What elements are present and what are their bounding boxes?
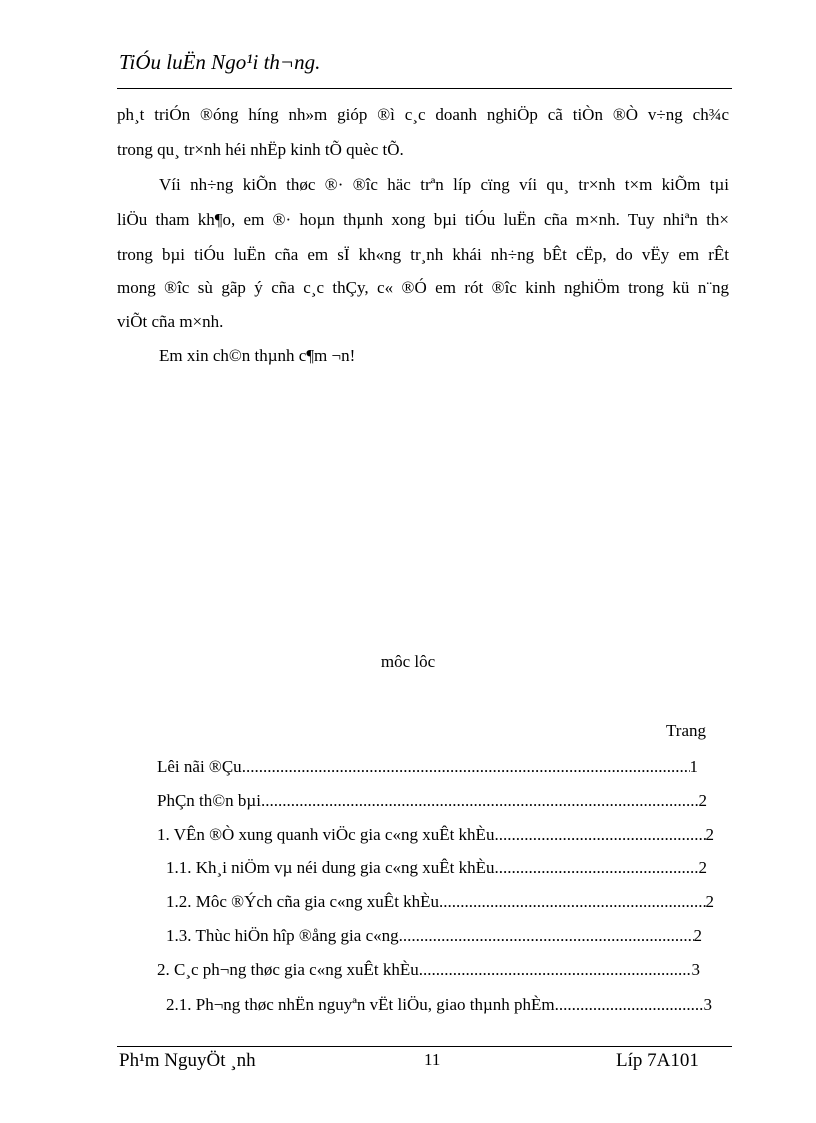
toc-title: môc lôc — [380, 652, 436, 671]
toc-entry[interactable] — [166, 926, 702, 946]
toc-leader-dots — [419, 960, 692, 980]
footer-class: Líp 7A101 — [616, 1050, 699, 1071]
toc-entry-page: 2 — [693, 926, 702, 945]
toc-entry-label: 1.3. Thùc hiÖn hîp ®ång gia c«ng — [166, 926, 399, 945]
body-line: mong ®îc sù gãp ý cña c¸c thÇy, c« ®Ó em rót ®îc kinh nghiÖm trong kü n¨ng — [117, 278, 729, 297]
toc-leader-dots — [399, 926, 694, 946]
toc-leader-dots — [242, 757, 690, 777]
toc-entry-page: 2 — [698, 791, 707, 810]
toc-entry[interactable] — [157, 791, 707, 811]
toc-entry-page: 2 — [705, 892, 714, 911]
header-title: TiÓu luËn Ngo¹i th¬ng. — [119, 50, 321, 74]
header-rule — [117, 88, 732, 89]
toc-entry[interactable] — [157, 825, 714, 845]
toc-leader-dots — [439, 892, 705, 912]
toc-leader-dots — [555, 995, 704, 1015]
toc-entry[interactable] — [166, 995, 712, 1015]
body-line: viÕt cña m×nh. — [117, 312, 224, 331]
toc-entry-label: 1.1. Kh¸i niÖm vµ néi dung gia c«ng xuÊt khÈu — [166, 858, 495, 877]
toc-entry-label: 2. C¸c ph¬ng thøc gia c«ng xuÊt khÈu — [157, 960, 419, 979]
body-line: liÖu tham kh¶o, em ®· hoµn thµnh xong bµi tiÓu luËn cña m×nh. Tuy nhiªn th× — [117, 210, 729, 229]
toc-entry-page: 2 — [705, 825, 714, 844]
toc-entry-label: Lêi nãi ®Çu — [157, 757, 242, 776]
toc-entry[interactable] — [166, 858, 707, 878]
toc-entry[interactable] — [157, 960, 700, 980]
toc-leader-dots — [261, 791, 699, 811]
toc-leader-dots — [495, 858, 699, 878]
toc-entry-label: 1. VÊn ®Ò xung quanh viÖc gia c«ng xuÊt khÈu — [157, 825, 495, 844]
toc-entry-label: PhÇn th©n bµi — [157, 791, 261, 810]
toc-page-column-label: Trang — [666, 721, 706, 740]
body-line: ph¸t triÓn ®óng híng nh»m gióp ®ì c¸c doanh nghiÖp cã tiÒn ®Ò v÷ng ch¾c — [117, 105, 729, 124]
toc-entry[interactable] — [157, 757, 698, 777]
body-line: trong bµi tiÓu luËn cña em sÏ kh«ng tr¸nh khái nh÷ng bÊt cËp, do vËy em rÊt — [117, 245, 729, 264]
toc-entry[interactable] — [166, 892, 714, 912]
toc-entry-page: 2 — [698, 858, 707, 877]
toc-entry-page: 3 — [703, 995, 712, 1014]
footer-author: Ph¹m NguyÖt ¸nh — [119, 1050, 256, 1071]
footer-rule — [117, 1046, 732, 1047]
footer-page-number: 11 — [424, 1050, 441, 1069]
body-line: Em xin ch©n thµnh c¶m ¬n! — [159, 346, 356, 365]
toc-entry-page: 3 — [691, 960, 700, 979]
toc-entry-label: 2.1. Ph¬ng thøc nhËn nguyªn vËt liÖu, giao thµnh phÈm — [166, 995, 555, 1014]
body-line: Víi nh÷ng kiÕn thøc ®· ®îc häc trªn líp cïng víi qu¸ tr×nh t×m kiÕm tµi — [159, 175, 729, 194]
toc-entry-label: 1.2. Môc ®Ých cña gia c«ng xuÊt khÈu — [166, 892, 440, 911]
toc-entry-page: 1 — [689, 757, 698, 776]
body-line: trong qu¸ tr×nh héi nhËp kinh tÕ quèc tÕ. — [117, 140, 404, 159]
toc-leader-dots — [494, 825, 705, 845]
